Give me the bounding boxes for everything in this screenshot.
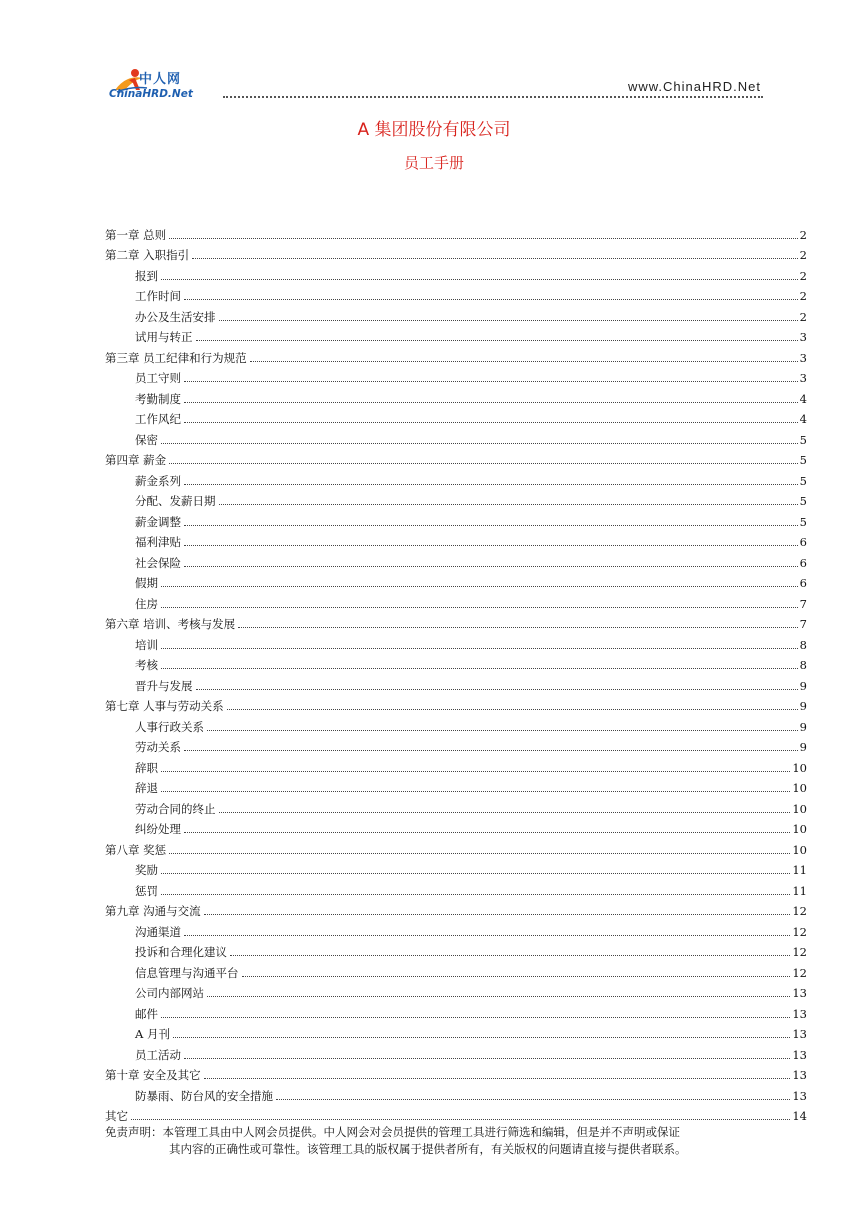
toc-entry-label: 工作时间	[135, 289, 181, 303]
header-divider	[223, 96, 763, 98]
toc-page-number: 12	[792, 945, 807, 959]
toc-entry-label: 办公及生活安排	[135, 309, 216, 324]
toc-entry-label: 邮件	[135, 1006, 158, 1021]
toc-section-entry[interactable]	[105, 817, 807, 838]
toc-page-number: 6	[799, 555, 807, 570]
toc-entry-label: 住房	[135, 596, 158, 611]
toc-section-entry[interactable]	[105, 878, 807, 899]
logo-chinese-text: 中人网	[139, 72, 182, 87]
toc-dot-leader	[131, 1119, 790, 1120]
toc-entry-label: 薪金系列	[135, 473, 181, 488]
toc-section-entry[interactable]	[105, 1083, 807, 1104]
toc-page-number: 13	[792, 1088, 807, 1103]
toc-entry-label: 员工守则	[135, 371, 181, 385]
toc-dot-leader	[196, 689, 798, 690]
toc-entry-label: 奖励	[135, 863, 158, 877]
toc-section-entry[interactable]	[105, 714, 807, 735]
toc-dot-leader	[161, 1017, 790, 1018]
toc-dot-leader	[204, 914, 791, 915]
toc-chapter-entry[interactable]	[105, 1063, 807, 1084]
toc-dot-leader	[161, 279, 798, 280]
toc-dot-leader	[161, 586, 798, 587]
toc-section-entry[interactable]	[105, 325, 807, 346]
toc-page-number: 10	[792, 760, 807, 775]
toc-chapter-entry[interactable]	[105, 222, 807, 243]
document-title: A 集团股份有限公司	[357, 120, 511, 140]
toc-entry-label: 第四章 薪金	[105, 453, 167, 467]
toc-section-entry[interactable]	[105, 1022, 807, 1043]
toc-entry-label: 假期	[135, 576, 158, 590]
toc-entry-label: 公司内部网站	[135, 986, 204, 1000]
toc-page-number: 13	[792, 1027, 807, 1041]
toc-entry-label: 劳动合同的终止	[135, 801, 216, 816]
toc-page-number: 2	[799, 268, 807, 283]
toc-section-entry[interactable]	[105, 366, 807, 387]
toc-entry-label: 惩罚	[135, 883, 158, 898]
toc-section-entry[interactable]	[105, 509, 807, 530]
toc-dot-leader	[161, 443, 798, 444]
page-header	[105, 58, 763, 102]
toc-dot-leader	[184, 484, 798, 485]
toc-page-number: 13	[792, 986, 807, 1000]
toc-dot-leader	[161, 791, 790, 792]
toc-entry-label: 劳动关系	[135, 740, 181, 754]
toc-page-number: 2	[799, 309, 807, 324]
toc-entry-label: 第二章 入职指引	[105, 248, 190, 262]
toc-entry-label: 投诉和合理化建议	[135, 945, 227, 959]
toc-entry-label: 第八章 奖惩	[105, 842, 167, 857]
toc-dot-leader	[238, 627, 798, 628]
toc-dot-leader	[169, 853, 790, 854]
toc-section-entry[interactable]	[105, 981, 807, 1002]
toc-entry-label: 员工活动	[135, 1047, 181, 1062]
toc-dot-leader	[161, 607, 798, 608]
toc-section-entry[interactable]	[105, 1001, 807, 1022]
toc-dot-leader	[250, 361, 798, 362]
toc-dot-leader	[184, 935, 790, 936]
toc-entry-label: 分配、发薪日期	[135, 494, 216, 508]
toc-dot-leader	[184, 545, 798, 546]
toc-page-number: 10	[792, 801, 807, 816]
toc-page-number: 9	[799, 740, 807, 754]
toc-section-entry[interactable]	[105, 653, 807, 674]
toc-page-number: 14	[792, 1109, 807, 1123]
toc-page-number: 5	[799, 473, 807, 488]
toc-dot-leader	[184, 832, 790, 833]
title-block	[0, 118, 868, 174]
toc-section-entry[interactable]	[105, 386, 807, 407]
toc-entry-label: 第三章 员工纪律和行为规范	[105, 350, 247, 365]
toc-entry-label: 第六章 培训、考核与发展	[105, 617, 236, 631]
toc-dot-leader	[184, 525, 798, 526]
toc-page-number: 4	[799, 412, 807, 426]
toc-dot-leader	[184, 1058, 790, 1059]
chinahrd-logo[interactable]	[107, 62, 227, 102]
toc-page-number: 3	[799, 371, 807, 385]
toc-page-number: 12	[792, 965, 807, 980]
toc-dot-leader	[242, 976, 791, 977]
toc-section-entry[interactable]	[105, 591, 807, 612]
toc-section-entry[interactable]	[105, 407, 807, 428]
toc-chapter-entry[interactable]	[105, 345, 807, 366]
toc-page-number: 11	[792, 863, 807, 877]
toc-page-number: 5	[799, 453, 807, 467]
toc-entry-label: 第七章 人事与劳动关系	[105, 699, 224, 713]
toc-section-entry[interactable]	[105, 632, 807, 653]
disclaimer-line-1: 免责声明：本管理工具由中人网会员提供。中人网会对会员提供的管理工具进行筛选和编辑，但是并不声明或保证	[105, 1125, 680, 1139]
toc-page-number: 2	[799, 227, 807, 242]
toc-entry-label: 试用与转正	[135, 330, 193, 344]
toc-entry-label: 福利津贴	[135, 535, 181, 549]
toc-dot-leader	[161, 771, 790, 772]
toc-section-entry[interactable]	[105, 263, 807, 284]
toc-entry-label: 考勤制度	[135, 391, 181, 406]
toc-dot-leader	[184, 381, 798, 382]
toc-section-entry[interactable]	[105, 1042, 807, 1063]
toc-page-number: 8	[799, 637, 807, 652]
toc-entry-label: 沟通渠道	[135, 924, 181, 939]
toc-entry-label: 社会保险	[135, 555, 181, 570]
toc-entry-label: 第十章 安全及其它	[105, 1068, 201, 1082]
logo-english-text: ChinaHRD.Net	[109, 88, 193, 100]
table-of-contents	[105, 222, 807, 1124]
toc-section-entry[interactable]	[105, 796, 807, 817]
toc-entry-label: 防暴雨、防台风的安全措施	[135, 1088, 273, 1103]
toc-section-entry[interactable]	[105, 776, 807, 797]
toc-page-number: 12	[792, 924, 807, 939]
disclaimer-line-2: 其内容的正确性或可靠性。该管理工具的版权属于提供者所有，有关版权的问题请直接与提供者联系。	[169, 1142, 687, 1156]
toc-section-entry[interactable]	[105, 284, 807, 305]
toc-page-number: 5	[799, 494, 807, 508]
toc-page-number: 13	[792, 1047, 807, 1062]
toc-page-number: 6	[799, 576, 807, 590]
toc-dot-leader	[169, 238, 798, 239]
toc-page-number: 3	[799, 330, 807, 344]
toc-page-number: 5	[799, 432, 807, 447]
toc-page-number: 2	[799, 248, 807, 262]
toc-entry-label: 薪金调整	[135, 514, 181, 529]
toc-entry-label: A 月刊	[135, 1027, 170, 1041]
toc-page-number: 12	[792, 904, 807, 918]
toc-page-number: 4	[799, 391, 807, 406]
toc-dot-leader	[207, 996, 790, 997]
toc-entry-label: 辞退	[135, 781, 158, 795]
toc-entry-label: 纠纷处理	[135, 822, 181, 836]
toc-section-entry[interactable]	[105, 304, 807, 325]
toc-section-entry[interactable]	[105, 427, 807, 448]
toc-dot-leader	[204, 1078, 791, 1079]
toc-chapter-entry[interactable]	[105, 694, 807, 715]
toc-entry-label: 考核	[135, 658, 158, 672]
toc-entry-label: 报到	[135, 268, 158, 283]
toc-section-entry[interactable]	[105, 489, 807, 510]
toc-dot-leader	[219, 320, 798, 321]
toc-section-entry[interactable]	[105, 571, 807, 592]
toc-entry-label: 第一章 总则	[105, 227, 167, 242]
toc-entry-label: 工作风纪	[135, 412, 181, 426]
toc-page-number: 9	[799, 678, 807, 693]
toc-dot-leader	[192, 258, 798, 259]
toc-section-entry[interactable]	[105, 550, 807, 571]
toc-dot-leader	[227, 709, 798, 710]
toc-page-number: 9	[799, 699, 807, 713]
toc-page-number: 10	[792, 842, 807, 857]
toc-page-number: 2	[799, 289, 807, 303]
toc-page-number: 10	[792, 781, 807, 795]
toc-section-entry[interactable]	[105, 960, 807, 981]
toc-dot-leader	[184, 750, 798, 751]
toc-dot-leader	[230, 955, 790, 956]
toc-entry-label: 培训	[135, 637, 158, 652]
toc-section-entry[interactable]	[105, 735, 807, 756]
toc-page-number: 3	[799, 350, 807, 365]
toc-entry-label: 辞职	[135, 760, 158, 775]
toc-page-number: 9	[799, 719, 807, 734]
toc-dot-leader	[173, 1037, 790, 1038]
toc-section-entry[interactable]	[105, 673, 807, 694]
toc-chapter-entry[interactable]	[105, 899, 807, 920]
toc-section-entry[interactable]	[105, 919, 807, 940]
toc-page-number: 8	[799, 658, 807, 672]
toc-section-entry[interactable]	[105, 940, 807, 961]
toc-entry-label: 晋升与发展	[135, 678, 193, 693]
toc-page-number: 13	[792, 1006, 807, 1021]
toc-dot-leader	[161, 648, 798, 649]
toc-dot-leader	[219, 812, 791, 813]
toc-entry-label: 其它	[105, 1109, 128, 1123]
site-url-link[interactable]: www.ChinaHRD.Net	[627, 79, 761, 94]
toc-page-number: 7	[799, 596, 807, 611]
toc-dot-leader	[276, 1099, 790, 1100]
toc-chapter-entry[interactable]	[105, 837, 807, 858]
toc-section-entry[interactable]	[105, 755, 807, 776]
toc-chapter-entry[interactable]	[105, 612, 807, 633]
toc-page-number: 10	[792, 822, 807, 836]
toc-dot-leader	[161, 873, 790, 874]
toc-dot-leader	[184, 299, 798, 300]
toc-entry-label: 保密	[135, 432, 158, 447]
toc-page-number: 7	[799, 617, 807, 631]
toc-dot-leader	[161, 894, 790, 895]
toc-dot-leader	[169, 463, 798, 464]
toc-page-number: 13	[792, 1068, 807, 1082]
toc-entry-label: 第九章 沟通与交流	[105, 904, 201, 918]
toc-dot-leader	[219, 504, 798, 505]
disclaimer	[105, 1124, 805, 1158]
toc-chapter-entry[interactable]	[105, 1104, 807, 1125]
document-subtitle: 员工手册	[403, 154, 464, 172]
toc-page-number: 11	[792, 883, 807, 898]
toc-dot-leader	[184, 566, 798, 567]
toc-dot-leader	[184, 422, 798, 423]
toc-entry-label: 人事行政关系	[135, 719, 204, 734]
toc-chapter-entry[interactable]	[105, 448, 807, 469]
toc-section-entry[interactable]	[105, 858, 807, 879]
toc-chapter-entry[interactable]	[105, 243, 807, 264]
toc-dot-leader	[196, 340, 798, 341]
toc-dot-leader	[161, 668, 798, 669]
toc-section-entry[interactable]	[105, 468, 807, 489]
toc-dot-leader	[207, 730, 798, 731]
toc-page-number: 6	[799, 535, 807, 549]
toc-page-number: 5	[799, 514, 807, 529]
toc-section-entry[interactable]	[105, 530, 807, 551]
toc-dot-leader	[184, 402, 798, 403]
toc-entry-label: 信息管理与沟通平台	[135, 965, 239, 980]
